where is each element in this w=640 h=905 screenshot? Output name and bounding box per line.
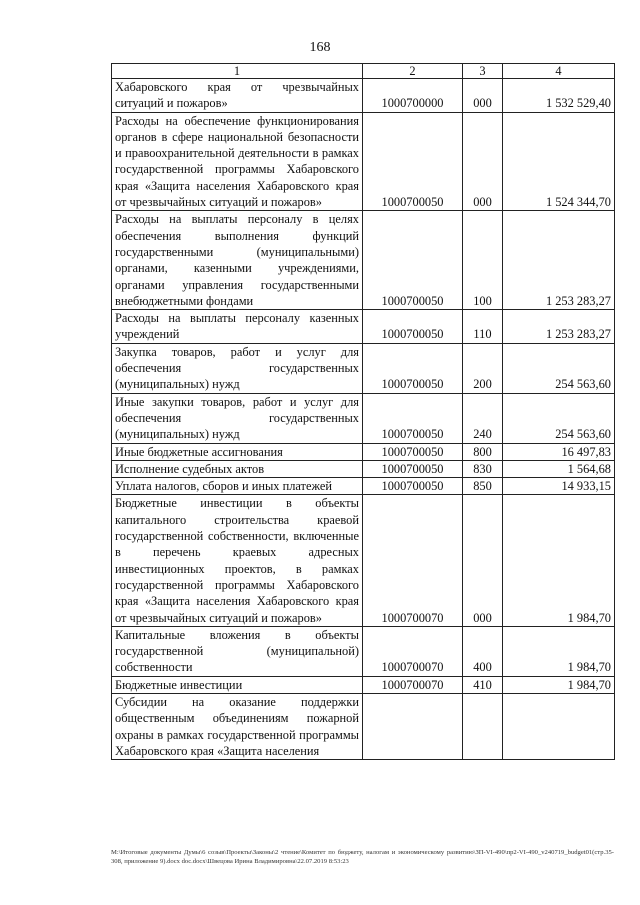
document-path-footer: M:\Итоговые документы Думы\6 созыв\Проекты\Законы\2 чтение\Комитет по бюджету, налогам и экономическому развитию\ЗП-VI-490\пр2-VI-490_v240719_budget01(стр.35-308, приложение 9).docx doc.docx\Швецова Ирина Владимировна\22.07.2019 8:53:23 (111, 849, 614, 865)
expense-type: 800 (463, 443, 503, 460)
table-row (112, 693, 615, 759)
table-row (112, 343, 615, 393)
amount: 1 984,70 (503, 495, 615, 626)
row-name: Расходы на выплаты персоналу в целях обеспечения выполнения функций государственными (муниципальными) органами, казенными учреждениями, органами управления государственными внебюджетными фондами (112, 211, 363, 310)
target-code: 1000700050 (363, 310, 463, 344)
amount: 16 497,83 (503, 443, 615, 460)
header-col-4: 4 (503, 64, 615, 79)
header-col-3: 3 (463, 64, 503, 79)
expense-type: 410 (463, 676, 503, 693)
target-code (363, 693, 463, 759)
table-row (112, 310, 615, 344)
row-name: Исполнение судебных актов (112, 460, 363, 477)
amount: 254 563,60 (503, 343, 615, 393)
expense-type: 200 (463, 343, 503, 393)
target-code: 1000700000 (363, 79, 463, 113)
expense-type: 240 (463, 393, 503, 443)
row-name: Иные бюджетные ассигнования (112, 443, 363, 460)
target-code: 1000700050 (363, 443, 463, 460)
table-row (112, 79, 615, 113)
row-name: Иные закупки товаров, работ и услуг для обеспечения государственных (муниципальных) нужд (112, 393, 363, 443)
target-code: 1000700050 (363, 393, 463, 443)
target-code: 1000700050 (363, 478, 463, 495)
table-row (112, 626, 615, 676)
amount: 1 253 283,27 (503, 310, 615, 344)
amount: 1 984,70 (503, 626, 615, 676)
expense-type: 400 (463, 626, 503, 676)
target-code: 1000700050 (363, 343, 463, 393)
header-col-2: 2 (363, 64, 463, 79)
row-name: Уплата налогов, сборов и иных платежей (112, 478, 363, 495)
target-code: 1000700070 (363, 626, 463, 676)
table-row (112, 460, 615, 477)
row-name: Капитальные вложения в объекты государственной (муниципальной) собственности (112, 626, 363, 676)
expense-type: 100 (463, 211, 503, 310)
amount (503, 693, 615, 759)
amount: 254 563,60 (503, 393, 615, 443)
table-row (112, 478, 615, 495)
budget-table (111, 63, 615, 760)
table-row (112, 211, 615, 310)
table-row (112, 495, 615, 626)
target-code: 1000700070 (363, 676, 463, 693)
amount: 1 532 529,40 (503, 79, 615, 113)
amount: 1 984,70 (503, 676, 615, 693)
table-row (112, 393, 615, 443)
expense-type: 830 (463, 460, 503, 477)
row-name: Субсидии на оказание поддержки общественным объединениям пожарной охраны в рамках государственной программы Хабаровского края «Защита населения (112, 693, 363, 759)
row-name: Бюджетные инвестиции (112, 676, 363, 693)
row-name: Расходы на обеспечение функционирования органов в сфере национальной безопасности и правоохранительной деятельности в рамках государственной программы Хабаровского края «Защита населения Хабаровского края от чрезвычайных ситуаций и пожаров» (112, 112, 363, 211)
expense-type: 000 (463, 495, 503, 626)
header-col-1: 1 (112, 64, 363, 79)
target-code: 1000700070 (363, 495, 463, 626)
amount: 14 933,15 (503, 478, 615, 495)
table-row (112, 676, 615, 693)
target-code: 1000700050 (363, 460, 463, 477)
table-row (112, 443, 615, 460)
expense-type: 000 (463, 79, 503, 113)
page-number: 168 (309, 40, 331, 55)
amount: 1 253 283,27 (503, 211, 615, 310)
row-name: Расходы на выплаты персоналу казенных учреждений (112, 310, 363, 344)
target-code: 1000700050 (363, 211, 463, 310)
table-row (112, 112, 615, 211)
amount: 1 564,68 (503, 460, 615, 477)
expense-type: 850 (463, 478, 503, 495)
expense-type: 000 (463, 112, 503, 211)
row-name: Хабаровского края от чрезвычайных ситуаций и пожаров» (112, 79, 363, 113)
header-row (112, 64, 615, 79)
expense-type (463, 693, 503, 759)
row-name: Бюджетные инвестиции в объекты капитального строительства краевой государственной собственности, включенные в перечень краевых адресных инвестиционных проектов, в рамках государственной программы Хабаровского края «Защита населения Хабаровского края от чрезвычайных ситуаций и пожаров» (112, 495, 363, 626)
amount: 1 524 344,70 (503, 112, 615, 211)
target-code: 1000700050 (363, 112, 463, 211)
row-name: Закупка товаров, работ и услуг для обеспечения государственных (муниципальных) нужд (112, 343, 363, 393)
expense-type: 110 (463, 310, 503, 344)
